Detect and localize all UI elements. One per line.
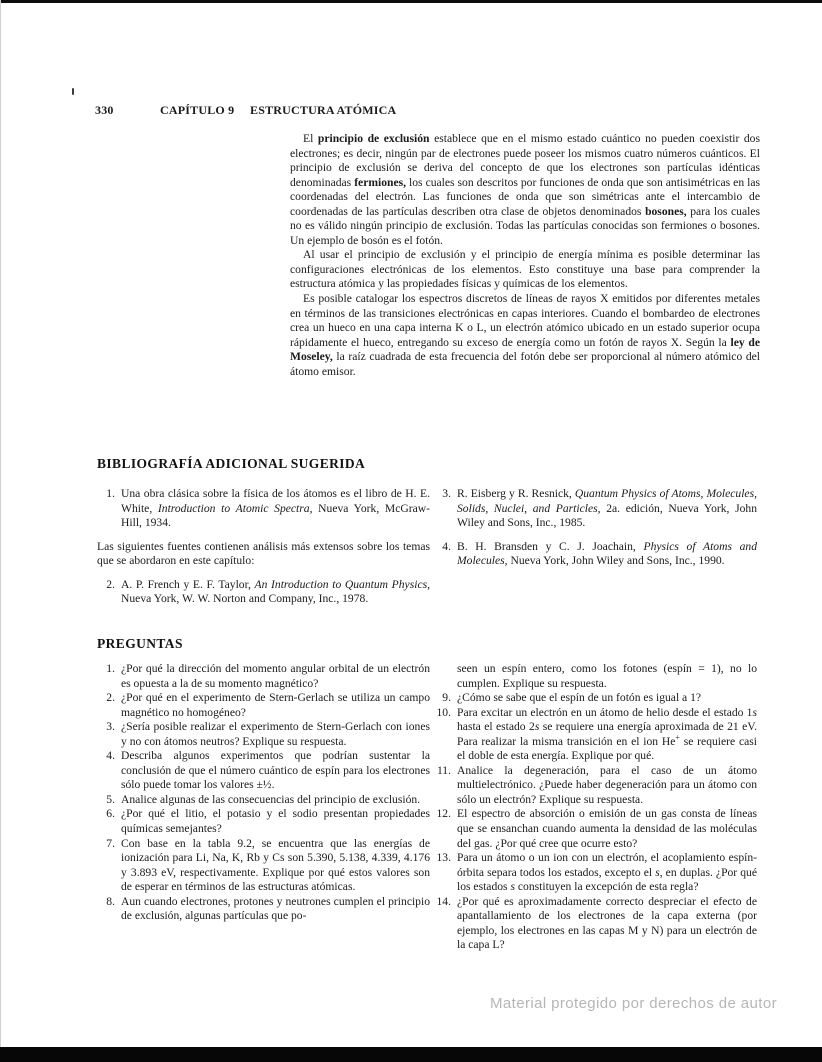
questions-heading: PREGUNTAS	[97, 636, 183, 651]
item-number: 5.	[106, 792, 115, 806]
item-number: 3.	[442, 487, 451, 500]
item-text	[457, 764, 757, 808]
text-segment: , en duplas. ¿Por qué los estados	[457, 865, 757, 894]
chapter-title: ESTRUCTURA ATÓMICA	[250, 103, 397, 117]
question-item	[97, 793, 430, 808]
intro-paragraph	[290, 292, 760, 379]
text-segment: , Nueva York, McGraw-Hill, 1934.	[121, 501, 430, 530]
item-text	[457, 706, 757, 764]
text-segment: s	[534, 720, 540, 734]
item-number: 3.	[106, 720, 115, 734]
item-number: 6.	[106, 807, 115, 821]
scan-edge-top	[0, 0, 822, 3]
text-segment: principio de exclusión	[317, 132, 430, 145]
text-segment: establece que en el mismo estado cuántico no pueden coexistir dos electrones; es decir, ningún par de electrones puede poseer los mismos cuatro números cuánticos. El principio de exclusión se deriva del concepto de que los electrones son partículas idénticas denominadas	[290, 132, 760, 189]
text-segment: Analice algunas de las consecuencias del principio de exclusión.	[121, 792, 421, 806]
item-number: 1.	[106, 662, 115, 675]
questions-column-right	[433, 662, 757, 953]
text-segment: hasta el estado 2	[457, 720, 535, 734]
question-item	[97, 807, 430, 836]
bibliography-entry	[433, 540, 757, 569]
item-number: 14.	[436, 894, 451, 908]
question-item	[97, 691, 430, 720]
item-number: 4.	[106, 749, 115, 763]
item-text	[121, 578, 430, 607]
text-segment: Quantum Physics of Atoms, Molecules, Solids, Nuclei, and Particles	[457, 487, 757, 515]
item-number: 9.	[442, 691, 451, 705]
text-segment: constituyen la excepción de esta regla?	[514, 880, 699, 894]
text-segment: Con base en la tabla 9.2, se encuentra que las energías de ionización para Li, Na, K, Rb y Cs son 5.390, 5.138, 4.339, 4.176 y 3.893 eV, respectivamente. Explique por qué estos valores son de esperar en términos de las estructuras atómicas.	[121, 836, 430, 894]
bibliography-heading: BIBLIOGRAFÍA ADICIONAL SUGERIDA	[97, 456, 366, 471]
question-item	[433, 807, 757, 851]
text-segment: Al usar el principio de exclusión y el principio de energía mínima es posible determinar las configuraciones electrónicas de los elementos. Esto constituye una base para comprender la estructura atómica y las propiedades físicas y químicas de los elementos.	[290, 248, 760, 291]
text-segment: El espectro de absorción o emisión de un gas consta de líneas que se ensanchan cuando aumenta la densidad de las moléculas del gas. ¿Por qué cree que ocurre esto?	[457, 807, 757, 850]
item-number: 13.	[436, 851, 451, 865]
chapter-label: CAPÍTULO 9	[160, 103, 235, 117]
item-number: 10.	[436, 705, 451, 719]
item-number: 11.	[436, 763, 451, 777]
item-text	[121, 895, 430, 924]
item-text	[457, 807, 757, 851]
item-text	[457, 851, 757, 895]
item-number: 2.	[106, 691, 115, 705]
intro-paragraphs	[290, 132, 760, 379]
text-segment: fermiones,	[354, 175, 407, 189]
text-segment: ¿Por qué el litio, el potasio y el sodio presentan propiedades químicas semejantes?	[121, 807, 430, 836]
text-segment: ley de Moseley,	[290, 335, 760, 364]
text-segment: Aun cuando electrones, protones y neutrones cumplen el principio de exclusión, algunas partículas que po-	[121, 894, 430, 923]
bibliography-entry	[97, 487, 430, 531]
item-text	[121, 691, 430, 720]
item-text	[121, 837, 430, 895]
bibliography-entry	[97, 578, 430, 607]
question-item	[97, 749, 430, 793]
page-number: 330	[95, 103, 114, 117]
question-item	[433, 691, 757, 706]
bibliography-entry	[97, 540, 430, 569]
text-segment: para los cuales no es válido ningún principio de exclusión. Todas las partículas conocidas son fermiones o bosones. Un ejemplo de bosón es el fotón.	[290, 204, 760, 247]
text-segment: Para un átomo o un ion con un electrón, el acoplamiento espín-órbita separa todos los estados, excepto el	[457, 851, 757, 879]
text-segment: Describa algunos experimentos que podrían sustentar la conclusión de que el número cuántico de espín para los electrones sólo puede tomar los valores ±½.	[121, 749, 430, 792]
question-item	[433, 895, 757, 953]
scan-edge-left	[0, 0, 1, 1062]
text-segment: B. H. Bransden y C. J. Joachain,	[457, 539, 644, 553]
text-segment: El	[303, 132, 318, 145]
text-segment: ¿Por qué la dirección del momento angular orbital de un electrón es opuesta a la de su momento magnético?	[121, 662, 430, 690]
text-segment: los cuales son descritos por funciones de onda que son antisimétricas en las coordenadas del electrón. Las funciones de onda que son simétricas ante el intercambio de coordenadas de las partículas describen otra clase de objetos denominados	[290, 175, 760, 218]
question-item	[433, 764, 757, 808]
text-segment: s	[655, 865, 660, 879]
question-item	[433, 706, 757, 764]
text-segment: Las siguientes fuentes contienen análisis más extensos sobre los temas que se abordaron en este capítulo:	[97, 539, 430, 568]
text-segment: ¿Por qué en el experimento de Stern-Gerlach se utiliza un campo magnético no homogéneo?	[121, 691, 430, 719]
text-segment: Introduction to Atomic Spectra	[157, 501, 310, 515]
text-segment: Una obra clásica sobre la física de los átomos es el libro de H. E. White,	[121, 487, 430, 515]
question-item	[97, 837, 430, 895]
scan-edge-bottom	[0, 1047, 822, 1062]
item-number: 7.	[106, 836, 115, 850]
text-segment: Es posible catalogar los espectros discretos de líneas de rayos X emitidos por diferentes metales en términos de las transiciones electrónicas en capas interiores. Cuando el bombardeo de electrones crea un hueco en una capa interna K o L, un electrón atómico ubicado en un estado superior ocupa rápidamente el hueco, entregando su exceso de energía como un fotón de rayos X. Según la	[290, 292, 760, 349]
text-segment: , Nueva York, W. W. Norton and Company, Inc., 1978.	[121, 577, 431, 606]
text-segment: ¿Cómo se sabe que el espín de un fotón es igual a 1?	[457, 691, 702, 705]
text-segment: se requiere casi el doble de esta energía. Explique por qué.	[457, 734, 757, 763]
item-number: 2.	[106, 577, 115, 591]
item-number: 8.	[106, 894, 115, 908]
scan-artifact-mark	[72, 88, 74, 95]
item-text	[121, 720, 430, 749]
text-segment: s	[752, 705, 757, 719]
text-segment: +	[675, 732, 680, 742]
text-segment: , 2a. edición, Nueva York, John Wiley and Sons, Inc., 1985.	[457, 501, 757, 530]
item-text	[457, 487, 757, 531]
item-text	[121, 793, 430, 808]
bibliography-entry	[433, 487, 757, 531]
item-number: 4.	[442, 539, 451, 553]
text-segment: ¿Sería posible realizar el experimento de Stern-Gerlach con iones y no con átomos neutros? Explique su respuesta.	[121, 720, 430, 748]
text-segment: A. P. French y E. F. Taylor,	[121, 577, 255, 591]
page-header	[0, 103, 822, 119]
text-segment: seen un espín entero, como los fotones (espín = 1), no lo cumplen. Explique su respuesta.	[457, 662, 757, 690]
text-segment: ¿Por qué es aproximadamente correcto despreciar el efecto de apantallamiento de los electrones de la capa externa (por ejemplo, los electrones en las capas M y N) para un electrón de la capa L?	[457, 894, 757, 952]
text-segment: se requiere una energía aproximada de 21 eV. Para realizar la misma transición en el ion He	[457, 720, 757, 748]
question-item	[97, 720, 430, 749]
questions-column-left	[97, 662, 430, 924]
item-text	[121, 487, 430, 531]
intro-paragraph	[290, 248, 760, 292]
text-segment: bosones,	[645, 204, 687, 218]
question-item	[433, 851, 757, 895]
item-number: 1.	[106, 487, 115, 500]
item-text	[121, 662, 430, 691]
text-segment: Para excitar un electrón en un átomo de helio desde el estado 1	[457, 705, 753, 719]
item-text	[121, 749, 430, 793]
item-text	[457, 540, 757, 569]
question-item	[97, 895, 430, 924]
intro-paragraph	[290, 132, 760, 248]
item-text	[457, 895, 757, 953]
text-segment: R. Eisberg y R. Resnick,	[457, 487, 575, 500]
text-segment: Physics of Atoms and Molecules	[457, 539, 758, 568]
text-segment: Analice la degeneración, para el caso de un átomo multielectrónico. ¿Puede haber degeneración para un átomo con sólo un electrón? Explique su respuesta.	[457, 763, 757, 806]
text-segment: la raíz cuadrada de esta frecuencia del fotón debe ser proporcional al número atómico del átomo emisor.	[290, 350, 760, 378]
item-text	[121, 807, 430, 836]
copyright-watermark: Material protegido por derechos de autor	[490, 995, 777, 1012]
bibliography-column-left	[97, 487, 430, 616]
bibliography-column-right	[433, 487, 757, 578]
item-text	[457, 691, 757, 706]
text-segment: , Nueva York, John Wiley and Sons, Inc., 1990.	[504, 554, 725, 568]
question-item	[97, 662, 430, 691]
item-number: 12.	[436, 807, 451, 821]
text-segment: s	[510, 880, 515, 894]
text-segment: An Introduction to Quantum Physics	[254, 577, 428, 591]
continuation-text	[433, 662, 757, 691]
